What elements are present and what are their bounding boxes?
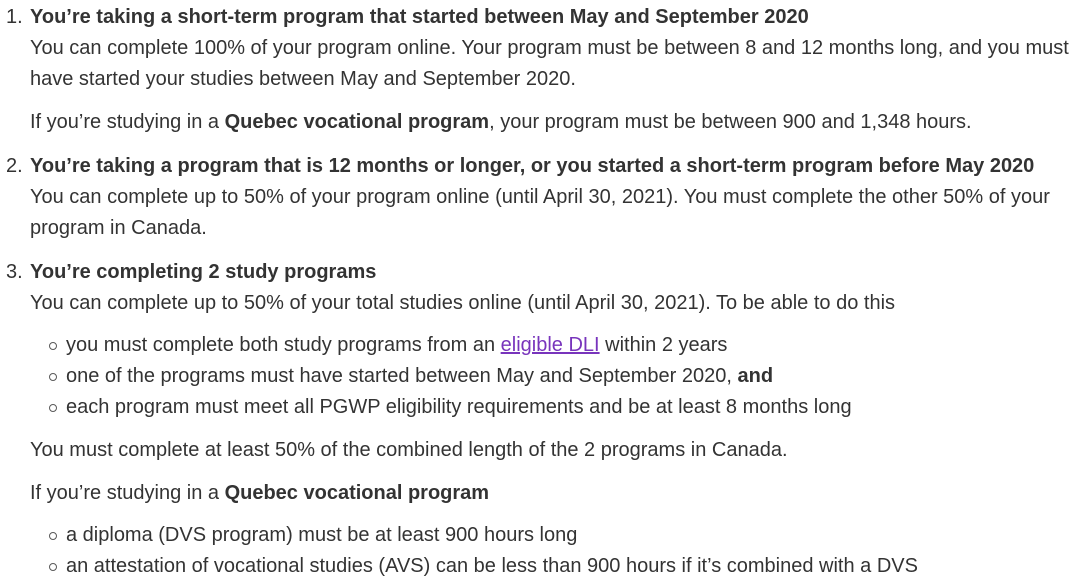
scenario-3-intro: You can complete up to 50% of your total studies online (until April 30, 2021). To be able to do this bbox=[30, 292, 896, 314]
scenario-3-combined-note: You must complete at least 50% of the combined length of the 2 programs in Canada. bbox=[30, 439, 788, 461]
list-item-scenario-3 bbox=[6, 257, 1072, 582]
scenario-3-quebec-heading bbox=[30, 478, 1072, 509]
scenario-3-quebec-rules-list bbox=[30, 520, 1072, 582]
condition-text-suffix: within 2 years bbox=[599, 334, 728, 356]
list-number-1: 1. bbox=[6, 6, 23, 28]
and-bold: and bbox=[737, 365, 774, 387]
bullet-item-eligible-dli bbox=[66, 330, 1072, 361]
note-text-suffix: , your program must be between 900 and 1,348 hours. bbox=[489, 111, 972, 133]
scenario-1-quebec-note bbox=[30, 107, 1072, 138]
eligible-dli-link[interactable]: eligible DLI bbox=[500, 334, 600, 356]
list-item-scenario-2 bbox=[6, 151, 1072, 244]
quebec-text-prefix: If you’re studying in a bbox=[30, 482, 225, 504]
scenario-2-title: You’re taking a program that is 12 months or longer, or you started a short-term program before May 2020 bbox=[30, 155, 1035, 177]
list-item-scenario-1 bbox=[6, 2, 1072, 138]
bullet-item-pgwp-requirements bbox=[66, 392, 1072, 423]
scenario-list bbox=[6, 2, 1072, 582]
quebec-vocational-program-bold: Quebec vocational program bbox=[224, 111, 490, 133]
condition-text: each program must meet all PGWP eligibility requirements and be at least 8 months long bbox=[66, 396, 852, 418]
scenario-1-intro: You can complete 100% of your program online. Your program must be between 8 and 12 months long, and you must have started your studies between May and September 2020. bbox=[30, 37, 1069, 90]
quebec-vocational-program-bold: Quebec vocational program bbox=[224, 482, 490, 504]
bullet-item-dvs-diploma: a diploma (DVS program) must be at least 900 hours long bbox=[66, 520, 1072, 551]
scenario-2-intro: You can complete up to 50% of your program online (until April 30, 2021). You must complete the other 50% of your program in Canada. bbox=[30, 186, 1050, 239]
scenario-3-conditions-list bbox=[30, 330, 1072, 423]
bullet-item-program-start bbox=[66, 361, 1072, 392]
scenario-3-title: You’re completing 2 study programs bbox=[30, 261, 377, 283]
condition-text-prefix: one of the programs must have started between May and September 2020, bbox=[66, 365, 738, 387]
list-number-3: 3. bbox=[6, 261, 23, 283]
list-number-2: 2. bbox=[6, 155, 23, 177]
bullet-item-avs-attestation: an attestation of vocational studies (AVS) can be less than 900 hours if it’s combined with a DVS bbox=[66, 551, 1072, 582]
note-text-prefix: If you’re studying in a bbox=[30, 111, 225, 133]
condition-text-prefix: you must complete both study programs from an bbox=[66, 334, 501, 356]
scenario-1-title: You’re taking a short-term program that started between May and September 2020 bbox=[30, 6, 809, 28]
